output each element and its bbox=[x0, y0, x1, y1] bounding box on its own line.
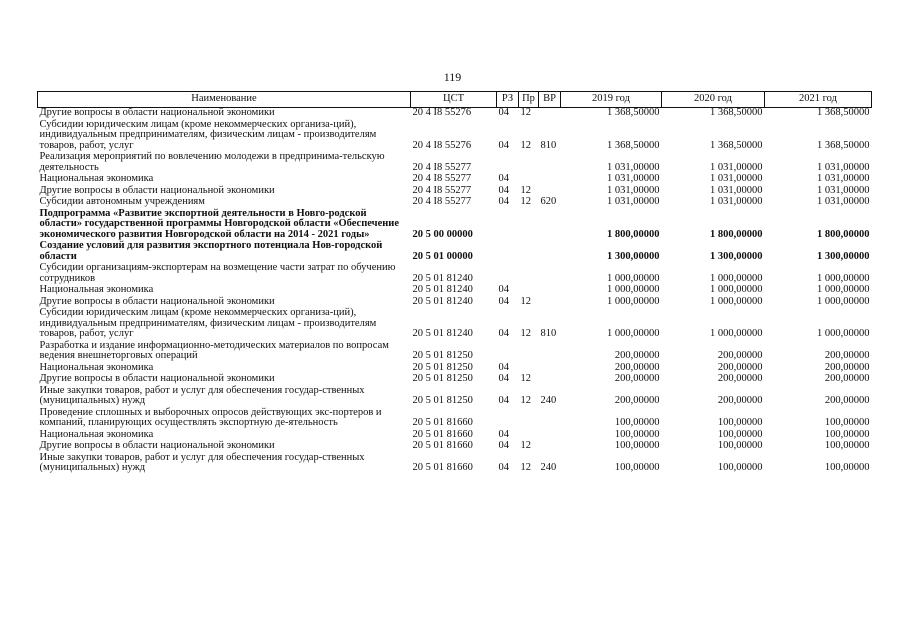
cell-name: Субсидии юридическим лицам (кроме некоммерческих организа-ций), индивидуальным предпринимателям, физическим лицам - производителям товаров, работ, услуг bbox=[39, 307, 377, 339]
cell-2021: 1 031,00000 bbox=[817, 173, 870, 184]
cell-2020: 200,00000 bbox=[717, 361, 763, 373]
cell-2021: 1 000,00000 bbox=[817, 328, 870, 339]
cell-2019: 1 031,00000 bbox=[607, 173, 660, 184]
cell-cst: 20 4 I8 55277 bbox=[412, 161, 472, 173]
cell-pr bbox=[519, 209, 539, 242]
cell-2019: 1 000,00000 bbox=[607, 272, 660, 284]
cell-name: Национальная экономика bbox=[39, 284, 154, 295]
cell-pr bbox=[519, 241, 539, 263]
cell-2020: 100,00000 bbox=[717, 428, 763, 440]
table-row bbox=[38, 241, 872, 263]
cell-2021: 1 300,00000 bbox=[817, 250, 870, 262]
cell-cst: 20 5 01 81660 bbox=[412, 417, 473, 428]
cell-2021: 200,00000 bbox=[824, 350, 870, 361]
cell-2021: 1 031,00000 bbox=[817, 196, 870, 207]
cell-pr: 12 bbox=[520, 184, 531, 196]
header-2020: 2020 год bbox=[662, 92, 765, 108]
cell-cst: 20 5 01 81240 bbox=[412, 272, 473, 284]
cell-cst: 20 5 01 81240 bbox=[412, 328, 473, 339]
header-2021: 2021 год bbox=[765, 92, 872, 108]
cell-cst: 20 4 I8 55277 bbox=[412, 196, 472, 207]
cell-cst: 20 4 I8 55276 bbox=[412, 107, 472, 118]
cell-name: Реализация мероприятий по вовлечению молодежи в предпринима-тельскую деятельность bbox=[39, 151, 385, 173]
cell-vr bbox=[539, 297, 561, 309]
cell-2020: 1 031,00000 bbox=[710, 173, 763, 184]
cell-2021: 100,00000 bbox=[824, 428, 870, 440]
cell-2021: 1 800,00000 bbox=[817, 228, 870, 240]
cell-rz bbox=[497, 209, 519, 242]
cell-vr bbox=[539, 363, 561, 375]
cell-2019: 100,00000 bbox=[614, 417, 660, 428]
cell-pr bbox=[519, 341, 539, 363]
cell-2020: 1 000,00000 bbox=[710, 295, 763, 307]
cell-vr bbox=[539, 174, 561, 186]
cell-2020: 100,00000 bbox=[717, 417, 763, 428]
cell-2021: 200,00000 bbox=[824, 395, 870, 406]
cell-2020: 200,00000 bbox=[717, 373, 763, 384]
cell-name: Другие вопросы в области национальной экономики bbox=[39, 184, 275, 196]
cell-2019: 1 000,00000 bbox=[607, 295, 660, 307]
cell-pr: 12 bbox=[520, 395, 531, 406]
cell-name: Национальная экономика bbox=[39, 428, 154, 440]
cell-2021: 1 000,00000 bbox=[817, 272, 870, 284]
cell-2019: 1 031,00000 bbox=[607, 161, 660, 173]
cell-vr bbox=[539, 209, 561, 242]
cell-2019: 1 368,50000 bbox=[607, 139, 660, 151]
cell-pr: 12 bbox=[520, 139, 531, 151]
table-row bbox=[38, 120, 872, 153]
cell-vr bbox=[539, 408, 561, 430]
cell-2019: 1 368,50000 bbox=[607, 107, 660, 118]
cell-cst: 20 5 01 81660 bbox=[412, 462, 473, 473]
header-2019: 2019 год bbox=[561, 92, 662, 108]
cell-name: Субсидии организациям-экспортерам на возмещение части затрат по обучению сотрудников bbox=[39, 262, 396, 284]
cell-pr bbox=[519, 174, 539, 186]
cell-2020: 1 300,00000 bbox=[710, 250, 763, 262]
cell-name: Национальная экономика bbox=[39, 173, 154, 184]
table-row bbox=[38, 174, 872, 186]
cell-2021: 1 368,50000 bbox=[817, 139, 870, 151]
cell-2020: 100,00000 bbox=[717, 440, 763, 451]
cell-rz bbox=[497, 263, 519, 285]
cell-2021: 100,00000 bbox=[824, 440, 870, 451]
cell-cst: 20 5 01 81660 bbox=[412, 428, 473, 440]
cell-vr bbox=[539, 241, 561, 263]
table-row bbox=[38, 441, 872, 453]
cell-rz: 04 bbox=[498, 295, 509, 307]
cell-rz: 04 bbox=[498, 107, 509, 118]
cell-vr: 810 bbox=[540, 139, 557, 151]
cell-vr bbox=[539, 341, 561, 363]
cell-cst: 20 5 01 81250 bbox=[412, 395, 473, 406]
cell-2021: 1 031,00000 bbox=[817, 184, 870, 196]
cell-vr: 810 bbox=[540, 328, 557, 339]
header-row bbox=[38, 92, 872, 108]
cell-name: Субсидии юридическим лицам (кроме некоммерческих организа-ций), индивидуальным предпринимателям, физическим лицам - производителям товаров, работ, услуг bbox=[39, 118, 377, 151]
cell-vr bbox=[539, 263, 561, 285]
cell-2021: 1 031,00000 bbox=[817, 161, 870, 173]
cell-2020: 200,00000 bbox=[717, 395, 763, 406]
cell-name: Другие вопросы в области национальной экономики bbox=[39, 440, 275, 451]
cell-2019: 1 000,00000 bbox=[607, 284, 660, 295]
table-row bbox=[38, 209, 872, 242]
cell-2021: 100,00000 bbox=[824, 462, 870, 473]
cell-2020: 1 368,50000 bbox=[710, 139, 763, 151]
table-row bbox=[38, 386, 872, 408]
cell-2019: 100,00000 bbox=[614, 440, 660, 451]
cell-name: Другие вопросы в области национальной экономики bbox=[39, 373, 275, 384]
cell-cst: 20 4 I8 55276 bbox=[412, 139, 472, 151]
cell-name: Подпрограмма «Развитие экспортной деятельности в Новго-родской области» государственной программы Новгородской области «Обеспечение экономического развития Новгородской области на 2014 - 2021 годы» bbox=[39, 207, 400, 240]
header-name: Наименование bbox=[38, 92, 411, 108]
header-cst: ЦСТ bbox=[411, 92, 497, 108]
cell-2019: 1 031,00000 bbox=[607, 196, 660, 207]
cell-pr bbox=[519, 285, 539, 297]
page-number: 119 bbox=[443, 70, 462, 84]
cell-pr: 12 bbox=[520, 462, 531, 473]
cell-2019: 1 031,00000 bbox=[607, 184, 660, 196]
cell-2019: 200,00000 bbox=[614, 350, 660, 361]
cell-cst: 20 5 01 00000 bbox=[412, 250, 473, 262]
cell-name: Субсидии автономным учреждениям bbox=[39, 196, 205, 207]
header-vr: ВР bbox=[539, 92, 561, 108]
cell-2020: 1 031,00000 bbox=[710, 196, 763, 207]
cell-2021: 200,00000 bbox=[824, 361, 870, 373]
cell-name: Иные закупки товаров, работ и услуг для обеспечения государ-ственных (муниципальных) нужд bbox=[39, 451, 365, 473]
cell-2021: 1 000,00000 bbox=[817, 284, 870, 295]
cell-vr bbox=[539, 108, 561, 120]
cell-name: Другие вопросы в области национальной экономики bbox=[39, 295, 275, 307]
cell-vr: 240 bbox=[540, 462, 557, 473]
cell-vr bbox=[539, 441, 561, 453]
cell-2020: 1 000,00000 bbox=[710, 272, 763, 284]
cell-pr: 12 bbox=[520, 196, 531, 207]
cell-vr bbox=[539, 374, 561, 386]
cell-rz bbox=[497, 152, 519, 174]
header-rz: РЗ bbox=[497, 92, 519, 108]
table-row bbox=[38, 408, 872, 430]
cell-rz: 04 bbox=[498, 184, 509, 196]
cell-vr bbox=[539, 285, 561, 297]
table-row bbox=[38, 197, 872, 209]
table-row bbox=[38, 341, 872, 363]
cell-cst: 20 5 01 81240 bbox=[412, 295, 473, 307]
cell-name: Другие вопросы в области национальной экономики bbox=[39, 107, 275, 118]
cell-2020: 1 800,00000 bbox=[710, 228, 763, 240]
header-pr: Пр bbox=[519, 92, 539, 108]
cell-2020: 200,00000 bbox=[717, 350, 763, 361]
cell-2020: 1 031,00000 bbox=[710, 184, 763, 196]
cell-2021: 1 000,00000 bbox=[817, 295, 870, 307]
cell-name: Разработка и издание информационно-методических материалов по вопросам ведения внешнеторговых операций bbox=[39, 339, 389, 361]
cell-rz: 04 bbox=[498, 462, 509, 473]
cell-pr bbox=[519, 152, 539, 174]
cell-cst: 20 5 01 81250 bbox=[412, 350, 473, 361]
cell-2020: 1 368,50000 bbox=[710, 107, 763, 118]
table-row bbox=[38, 453, 872, 475]
table-row bbox=[38, 285, 872, 297]
cell-cst: 20 5 00 00000 bbox=[412, 228, 473, 240]
cell-cst: 20 5 01 81660 bbox=[412, 440, 473, 451]
cell-pr bbox=[519, 263, 539, 285]
cell-2020: 1 031,00000 bbox=[710, 161, 763, 173]
cell-rz: 04 bbox=[498, 373, 509, 384]
table-row bbox=[38, 108, 872, 120]
cell-2019: 200,00000 bbox=[614, 361, 660, 373]
cell-pr: 12 bbox=[520, 107, 531, 118]
cell-name: Проведение сплошных и выборочных опросов действующих экс-портеров и компаний, планирующих осуществлять экспортную де-ятельность bbox=[39, 406, 382, 428]
table-row bbox=[38, 263, 872, 285]
cell-vr bbox=[539, 152, 561, 174]
cell-2019: 1 000,00000 bbox=[607, 328, 660, 339]
cell-name: Иные закупки товаров, работ и услуг для обеспечения государ-ственных (муниципальных) нужд bbox=[39, 384, 365, 406]
table-body bbox=[38, 108, 872, 475]
cell-pr: 12 bbox=[520, 328, 531, 339]
cell-rz bbox=[497, 408, 519, 430]
cell-2020: 1 000,00000 bbox=[710, 284, 763, 295]
cell-rz bbox=[497, 341, 519, 363]
cell-pr: 12 bbox=[520, 295, 531, 307]
budget-table bbox=[37, 91, 872, 475]
cell-rz: 04 bbox=[498, 428, 509, 440]
table-row bbox=[38, 152, 872, 174]
cell-vr bbox=[539, 430, 561, 442]
cell-name: Национальная экономика bbox=[39, 361, 154, 373]
cell-2019: 200,00000 bbox=[614, 373, 660, 384]
cell-2020: 100,00000 bbox=[717, 462, 763, 473]
cell-rz: 04 bbox=[498, 328, 509, 339]
cell-pr: 12 bbox=[520, 440, 531, 451]
cell-2020: 1 000,00000 bbox=[710, 328, 763, 339]
cell-rz: 04 bbox=[498, 395, 509, 406]
cell-rz bbox=[497, 241, 519, 263]
cell-2019: 1 300,00000 bbox=[607, 250, 660, 262]
cell-vr: 240 bbox=[540, 395, 557, 406]
table-row bbox=[38, 308, 872, 341]
cell-2019: 1 800,00000 bbox=[607, 228, 660, 240]
cell-2019: 100,00000 bbox=[614, 428, 660, 440]
cell-rz: 04 bbox=[498, 284, 509, 295]
cell-pr bbox=[519, 408, 539, 430]
cell-2021: 200,00000 bbox=[824, 373, 870, 384]
cell-cst: 20 4 I8 55277 bbox=[412, 184, 472, 196]
cell-cst: 20 5 01 81240 bbox=[412, 284, 473, 295]
cell-2021: 1 368,50000 bbox=[817, 107, 870, 118]
cell-cst: 20 5 01 81250 bbox=[412, 373, 473, 384]
cell-2019: 100,00000 bbox=[614, 462, 660, 473]
cell-2021: 100,00000 bbox=[824, 417, 870, 428]
cell-cst: 20 5 01 81250 bbox=[412, 361, 473, 373]
cell-cst: 20 4 I8 55277 bbox=[412, 173, 472, 184]
cell-rz: 04 bbox=[498, 440, 509, 451]
cell-rz: 04 bbox=[498, 139, 509, 151]
cell-rz: 04 bbox=[498, 173, 509, 184]
cell-rz: 04 bbox=[498, 361, 509, 373]
cell-pr: 12 bbox=[520, 373, 531, 384]
cell-vr: 620 bbox=[540, 196, 557, 207]
cell-2019: 200,00000 bbox=[614, 395, 660, 406]
cell-rz: 04 bbox=[498, 196, 509, 207]
cell-name: Создание условий для развития экспортного потенциала Нов-городской области bbox=[39, 240, 383, 262]
table-row bbox=[38, 374, 872, 386]
